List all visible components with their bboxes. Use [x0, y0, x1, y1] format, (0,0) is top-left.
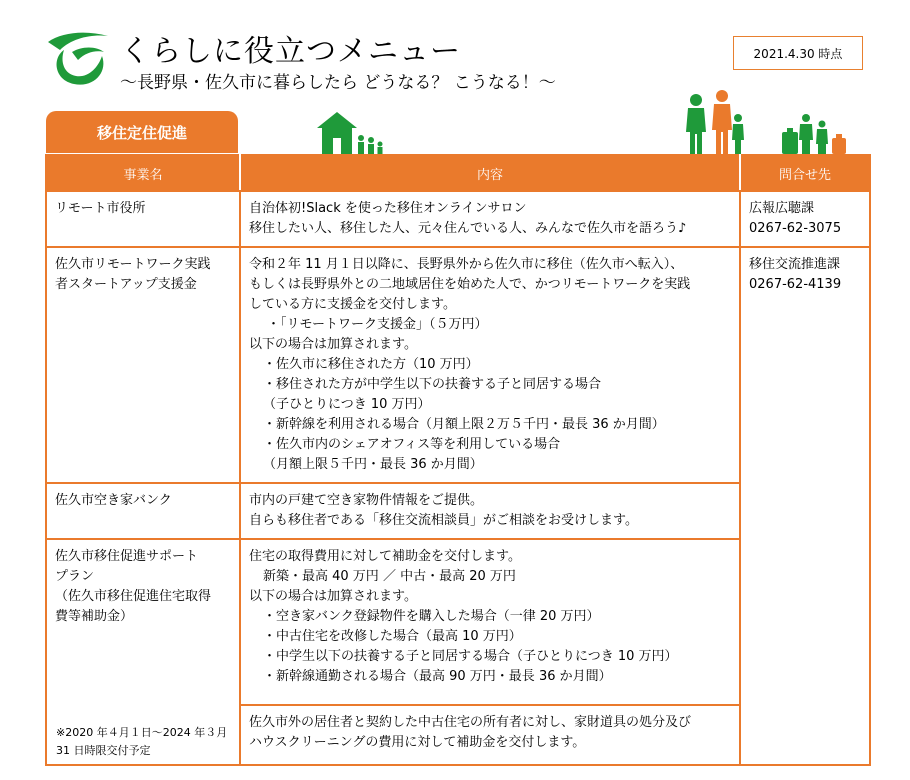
content-line: ・「リモートワーク支援金」（５万円） — [267, 317, 488, 332]
program-name-line: 者スタートアップ支援金 — [55, 277, 197, 292]
top-strip — [0, 0, 910, 8]
table-row — [46, 191, 870, 247]
menu-table — [45, 154, 871, 766]
content-line: ・中学生以下の扶養する子と同居する場合（子ひとりにつき 10 万円） — [263, 649, 678, 664]
contact-department: 広報広聴課 — [749, 201, 815, 216]
content-line: ハウスクリーニングの費用に対して補助金を交付します。 — [249, 735, 586, 751]
contact-phone: 0267-62-3075 — [749, 221, 842, 236]
program-content — [240, 483, 740, 539]
program-content — [240, 191, 740, 247]
content-line: 市内の戸建て空き家物件情報をご提供。 — [249, 493, 484, 508]
time-limit-note: ※2020 年４月１日～2024 年３月 31 日時限交付予定 — [56, 726, 228, 757]
travelers-luggage-icon — [780, 112, 850, 156]
program-name-line: 費等補助金） — [55, 609, 134, 624]
content-line: （子ひとりにつき 10 万円） — [263, 397, 431, 412]
program-content — [240, 539, 740, 705]
content-line: 住宅の取得費用に対して補助金を交付します。 — [249, 549, 521, 564]
content-line: 自治体初!Slack を使った移住オンラインサロン — [249, 201, 527, 216]
content-line: している方に支援金を交付します。 — [249, 297, 456, 312]
program-name — [46, 539, 240, 765]
program-name-line: リモート市役所 — [55, 201, 146, 216]
content-line: ・佐久市に移住された方（10 万円） — [263, 357, 479, 372]
program-contact — [740, 247, 870, 765]
content-line: 自らも移住者である「移住交流相談員」がご相談をお受けします。 — [249, 513, 638, 528]
content-line: ・新幹線を利用される場合（月額上限２万５千円・最長 36 か月間） — [263, 417, 665, 432]
content-line: （月額上限５千円・最長 36 か月間） — [263, 457, 483, 472]
house-family-icon — [315, 108, 387, 156]
content-line: ・移住された方が中学生以下の扶養する子と同居する場合 — [263, 377, 602, 392]
content-line: 移住したい人、移住した人、元々住んでいる人、みんなで佐久市を語ろう♪ — [249, 221, 687, 236]
program-name-line: 佐久市リモートワーク実践 — [55, 257, 211, 272]
contact-department: 移住交流推進課 — [749, 257, 841, 272]
program-name-line: （佐久市移住促進住宅取得 — [55, 589, 212, 604]
column-header-contact: 問合せ先 — [740, 155, 870, 191]
program-name-line: 佐久市空き家バンク — [55, 493, 172, 508]
program-contact — [740, 191, 870, 247]
content-line: 令和２年 11 月１日以降に、長野県外から佐久市に移住（佐久市へ転入）、 — [249, 257, 684, 272]
program-name — [46, 483, 240, 539]
program-content — [240, 247, 740, 483]
program-name — [46, 191, 240, 247]
content-line: ・空き家バンク登録物件を購入した場合（一律 20 万円） — [263, 609, 600, 624]
date-badge: 2021.4.30 時点 — [733, 36, 863, 70]
program-name — [46, 247, 240, 483]
content-line: もしくは長野県外との二地域居住を始めた人で、かつリモートワークを実践 — [249, 277, 691, 292]
content-line: 以下の場合は加算されます。 — [249, 337, 417, 352]
table-header-row — [46, 155, 870, 191]
content-line: 新築・最高 40 万円 ／ 中古・最高 20 万円 — [263, 569, 516, 584]
program-content — [240, 705, 740, 765]
page-title: くらしに役立つメニュー — [120, 34, 461, 69]
page-subtitle: ～長野県・佐久市に暮らしたら どうなる？ こうなる！～ — [120, 73, 556, 93]
content-line: ・佐久市内のシェアオフィス等を利用している場合 — [263, 437, 561, 452]
section-tab: 移住定住促進 — [46, 111, 238, 153]
program-name-line: 佐久市移住促進サポート — [55, 549, 199, 564]
column-header-content: 内容 — [240, 155, 740, 191]
city-logo-icon — [42, 28, 114, 88]
content-line: 以下の場合は加算されます。 — [249, 589, 417, 604]
family-icon — [682, 88, 748, 156]
content-line: ・新幹線通勤される場合（最高 90 万円・最長 36 か月間） — [263, 669, 612, 684]
contact-phone: 0267-62-4139 — [749, 277, 842, 292]
content-line: 佐久市外の居住者と契約した中古住宅の所有者に対し、家財道具の処分及び — [249, 715, 692, 731]
program-name-line: プラン — [55, 569, 95, 584]
column-header-name: 事業名 — [46, 155, 240, 191]
content-line: ・中古住宅を改修した場合（最高 10 万円） — [263, 629, 522, 644]
table-row — [46, 247, 870, 483]
